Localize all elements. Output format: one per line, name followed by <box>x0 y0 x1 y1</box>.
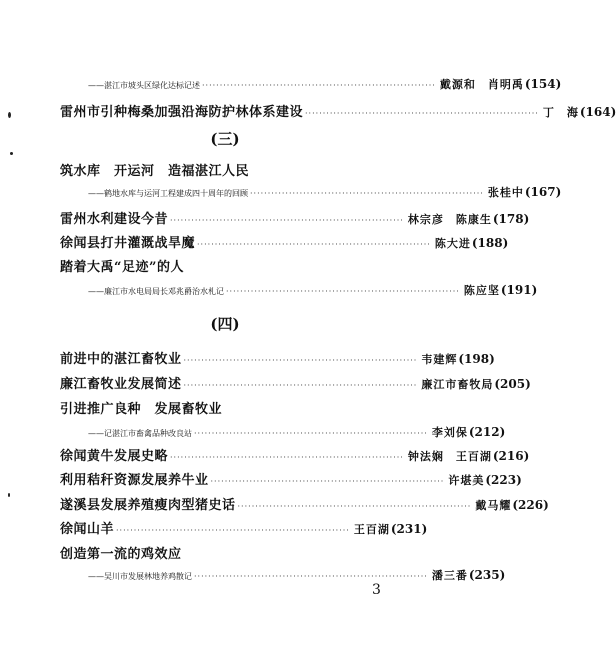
toc-entry: ——吴川市发展林地养鸡散记 ·································································· 潘三番 (235) <box>88 568 506 582</box>
section-heading: (三) <box>210 130 240 148</box>
toc-entry: 廉江畜牧业发展简述 ·································································· 廉江市畜牧局 (205) <box>60 377 531 392</box>
scan-mark <box>8 112 11 118</box>
scan-mark <box>8 493 10 497</box>
toc-entry: 徐闻县打井灌溉战旱魔 ·································································· 陈大进 (188) <box>60 236 509 251</box>
toc-entry: 徐闻黄牛发展史略 ·································································· 钟法娴 王百湖 (216) <box>60 449 530 464</box>
scan-mark <box>10 152 13 155</box>
toc-entry: 徐闻山羊 ·································································· 王百湖 (231) <box>60 522 428 537</box>
group-heading: 创造第一流的鸡效应 <box>60 547 182 562</box>
toc-entry: 雷州水利建设今昔 ·································································· 林宗彦 陈康生 (178) <box>60 212 530 227</box>
page-number: 3 <box>372 582 381 598</box>
toc-entry: ——记湛江市畜禽品种改良站 ·································································· 李刘保 (212) <box>88 425 506 439</box>
toc-entry: 利用秸秆资源发展养牛业 ·································································· 许堪美 (223) <box>60 473 522 488</box>
toc-entry: 前进中的湛江畜牧业 ·································································· 韦建辉 (198) <box>60 352 495 367</box>
group-heading: 踏着大禹“足迹”的人 <box>60 260 184 275</box>
section-heading: (四) <box>210 315 240 333</box>
group-heading: 筑水库 开运河 造福湛江人民 <box>60 164 250 179</box>
toc-entry: ——廉江市水电局局长邓兆爵治水札记 ·································································· 陈应坚 (191) <box>88 283 538 297</box>
toc-entry: ——鹤地水库与运河工程建成四十周年的回顾 ·································································· 张桂中 (167) <box>88 185 562 199</box>
toc-entry: ——湛江市坡头区绿化达标记述 ·································································· 戴源和 肖明禹 (154) <box>88 77 562 91</box>
toc-entry: 遂溪县发展养殖瘦肉型猪史话 ·································································· 戴马耀 (226) <box>60 498 549 513</box>
toc-entry: 雷州市引种梅桑加强沿海防护林体系建设 ·································································· 丁 海 (164) <box>60 105 616 120</box>
group-heading: 引进推广良种 发展畜牧业 <box>60 402 223 417</box>
